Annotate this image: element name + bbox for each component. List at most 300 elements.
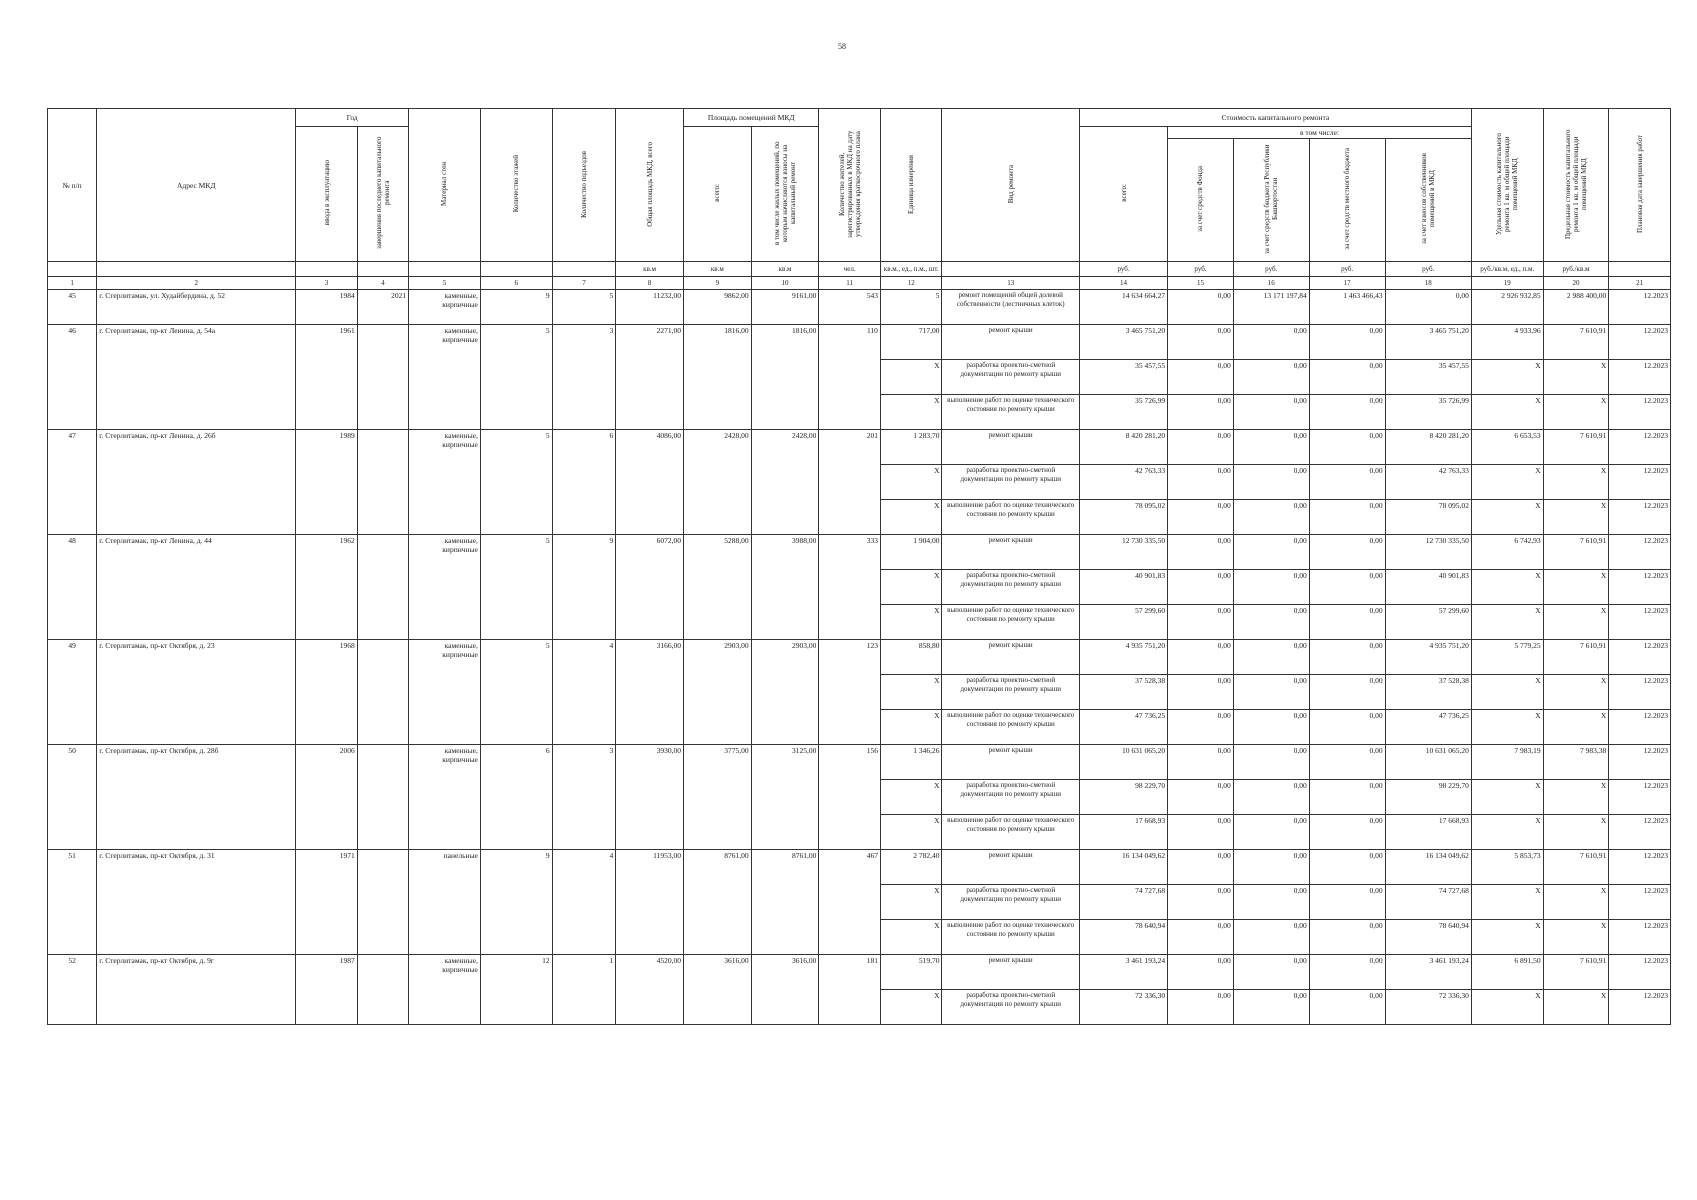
header-unit: Единица измерения [880, 109, 942, 262]
row-year-built: 1989 [296, 430, 358, 535]
column-number: 5 [409, 277, 481, 290]
row-total-area: 2271,00 [616, 325, 684, 430]
row-year-repair [357, 955, 408, 1025]
cost-owners: 40 901,83 [1385, 570, 1471, 605]
work-type: ремонт крыши [942, 535, 1079, 570]
deadline-date: 12.2023 [1609, 850, 1671, 885]
cost-total: 16 134 049,62 [1079, 850, 1167, 885]
row-number: 51 [48, 850, 97, 955]
cost-republic: 0,00 [1233, 535, 1309, 570]
row-area-repair: 2903,00 [751, 640, 819, 745]
unit-cell: чел. [819, 262, 881, 277]
unit-cost: X [1471, 815, 1543, 850]
row-address: г. Стерлитамак, ул. Худайбердина, д. 52 [97, 290, 296, 325]
unit-cell: кв.м [616, 262, 684, 277]
row-year-repair [357, 850, 408, 955]
cost-owners: 3 461 193,24 [1385, 955, 1471, 990]
row-year-built: 1962 [296, 535, 358, 640]
cost-republic: 0,00 [1233, 885, 1309, 920]
cost-total: 4 935 751,20 [1079, 640, 1167, 675]
cost-owners: 74 727,68 [1385, 885, 1471, 920]
deadline-date: 12.2023 [1609, 535, 1671, 570]
row-area-repair: 1816,00 [751, 325, 819, 430]
cost-local: 0,00 [1309, 710, 1385, 745]
column-number: 20 [1543, 277, 1609, 290]
cost-republic: 0,00 [1233, 325, 1309, 360]
unit-cost: X [1471, 990, 1543, 1025]
row-number: 47 [48, 430, 97, 535]
cost-local: 0,00 [1309, 850, 1385, 885]
unit-cost: X [1471, 920, 1543, 955]
row-number: 50 [48, 745, 97, 850]
work-quantity: 1 346,26 [880, 745, 942, 780]
cost-owners: 4 935 751,20 [1385, 640, 1471, 675]
work-quantity: X [880, 570, 942, 605]
row-residents: 123 [819, 640, 881, 745]
row-area-all: 3616,00 [683, 955, 751, 1025]
cost-republic: 0,00 [1233, 815, 1309, 850]
cost-republic: 0,00 [1233, 710, 1309, 745]
unit-cost: X [1471, 780, 1543, 815]
row-residents: 201 [819, 430, 881, 535]
cost-owners: 72 336,30 [1385, 990, 1471, 1025]
row-residents: 467 [819, 850, 881, 955]
column-number: 21 [1609, 277, 1671, 290]
max-cost: X [1543, 570, 1609, 605]
cost-owners: 12 730 335,50 [1385, 535, 1471, 570]
column-number: 10 [751, 277, 819, 290]
cost-total: 37 528,38 [1079, 675, 1167, 710]
table-row-house [48, 955, 1671, 990]
cost-owners: 78 095,02 [1385, 500, 1471, 535]
deadline-date: 12.2023 [1609, 745, 1671, 780]
cost-local: 0,00 [1309, 605, 1385, 640]
cost-republic: 0,00 [1233, 780, 1309, 815]
row-area-all: 8761,00 [683, 850, 751, 955]
cost-total: 35 726,99 [1079, 395, 1167, 430]
work-type: разработка проектно-сметной документации по ремонту крыши [942, 465, 1079, 500]
work-type: выполнение работ по оценке технического состояния по ремонту крыши [942, 500, 1079, 535]
max-cost: X [1543, 360, 1609, 395]
work-quantity: 5 [880, 290, 942, 325]
cost-total: 47 736,25 [1079, 710, 1167, 745]
row-area-all: 2428,00 [683, 430, 751, 535]
row-year-built: 2006 [296, 745, 358, 850]
cost-local: 0,00 [1309, 780, 1385, 815]
cost-total: 98 229,70 [1079, 780, 1167, 815]
cost-local: 0,00 [1309, 570, 1385, 605]
table-row-house [48, 850, 1671, 885]
header-cost-owners: за счет взносов собственников помещений в МКД [1385, 139, 1471, 262]
column-number: 3 [296, 277, 358, 290]
cost-total: 12 730 335,50 [1079, 535, 1167, 570]
unit-cell [1609, 262, 1671, 277]
row-area-repair: 3125,00 [751, 745, 819, 850]
row-address: г. Стерлитамак, пр-кт Октября, д. 23 [97, 640, 296, 745]
cost-fund: 0,00 [1168, 920, 1234, 955]
row-area-all: 3775,00 [683, 745, 751, 850]
unit-cost: 4 933,96 [1471, 325, 1543, 360]
cost-owners: 8 420 281,20 [1385, 430, 1471, 465]
max-cost: 7 610,91 [1543, 430, 1609, 465]
row-number: 48 [48, 535, 97, 640]
work-type: ремонт помещений общей долевой собственности (лестничных клеток) [942, 290, 1079, 325]
work-quantity: 2 782,40 [880, 850, 942, 885]
row-year-built: 1984 [296, 290, 358, 325]
work-quantity: X [880, 395, 942, 430]
row-year-repair [357, 325, 408, 430]
row-entrances: 4 [552, 850, 616, 955]
cost-local: 0,00 [1309, 465, 1385, 500]
column-number: 13 [942, 277, 1079, 290]
cost-republic: 0,00 [1233, 395, 1309, 430]
row-residents: 110 [819, 325, 881, 430]
cost-republic: 13 171 197,84 [1233, 290, 1309, 325]
cost-local: 0,00 [1309, 885, 1385, 920]
cost-fund: 0,00 [1168, 430, 1234, 465]
row-year-repair [357, 430, 408, 535]
cost-republic: 0,00 [1233, 955, 1309, 990]
work-type: разработка проектно-сметной документации по ремонту крыши [942, 570, 1079, 605]
cost-local: 0,00 [1309, 815, 1385, 850]
cost-local: 0,00 [1309, 535, 1385, 570]
work-type: разработка проектно-сметной документации по ремонту крыши [942, 885, 1079, 920]
row-area-repair: 8761,00 [751, 850, 819, 955]
row-material: панельные [409, 850, 481, 955]
row-floors: 5 [480, 430, 552, 535]
row-total-area: 4086,00 [616, 430, 684, 535]
header-unit-cost: Удельная стоимость капитального ремонта 1 кв. м общей площади помещений МКД [1471, 109, 1543, 262]
table-header [48, 109, 1671, 290]
unit-cell: руб. [1309, 262, 1385, 277]
cost-owners: 42 763,33 [1385, 465, 1471, 500]
row-entrances: 4 [552, 640, 616, 745]
row-entrances: 9 [552, 535, 616, 640]
row-material: каменные, кирпичные [409, 430, 481, 535]
cost-local: 0,00 [1309, 990, 1385, 1025]
row-entrances: 1 [552, 955, 616, 1025]
deadline-date: 12.2023 [1609, 500, 1671, 535]
max-cost: X [1543, 990, 1609, 1025]
unit-cost: X [1471, 500, 1543, 535]
max-cost: X [1543, 465, 1609, 500]
cost-local: 0,00 [1309, 500, 1385, 535]
work-quantity: X [880, 780, 942, 815]
cost-total: 42 763,33 [1079, 465, 1167, 500]
unit-cost: 5 853,73 [1471, 850, 1543, 885]
cost-total: 74 727,68 [1079, 885, 1167, 920]
max-cost: 7 610,91 [1543, 325, 1609, 360]
cost-owners: 35 726,99 [1385, 395, 1471, 430]
work-type: выполнение работ по оценке технического состояния по ремонту крыши [942, 710, 1079, 745]
max-cost: X [1543, 815, 1609, 850]
cost-total: 10 631 065,20 [1079, 745, 1167, 780]
header-year-last-repair: завершения последнего капитального ремонта [357, 127, 408, 262]
cost-fund: 0,00 [1168, 885, 1234, 920]
unit-cell: кв.м [683, 262, 751, 277]
row-total-area: 3166,00 [616, 640, 684, 745]
cost-republic: 0,00 [1233, 360, 1309, 395]
cost-fund: 0,00 [1168, 325, 1234, 360]
deadline-date: 12.2023 [1609, 990, 1671, 1025]
header-cost-local: за счет средств местного бюджета [1309, 139, 1385, 262]
deadline-date: 12.2023 [1609, 465, 1671, 500]
header-group-year: Год [296, 109, 409, 127]
row-address: г. Стерлитамак, пр-кт Ленина, д. 26б [97, 430, 296, 535]
cost-local: 0,00 [1309, 675, 1385, 710]
cost-fund: 0,00 [1168, 675, 1234, 710]
header-work-type: Вид ремонта [942, 109, 1079, 262]
deadline-date: 12.2023 [1609, 710, 1671, 745]
cost-total: 72 336,30 [1079, 990, 1167, 1025]
row-entrances: 3 [552, 325, 616, 430]
header-group-premises: Площадь помещений МКД [683, 109, 818, 127]
header-year-commission: ввода в эксплуатацию [296, 127, 358, 262]
work-type: выполнение работ по оценке технического состояния по ремонту крыши [942, 815, 1079, 850]
cost-total: 57 299,60 [1079, 605, 1167, 640]
cost-republic: 0,00 [1233, 990, 1309, 1025]
max-cost: X [1543, 675, 1609, 710]
row-floors: 9 [480, 850, 552, 955]
unit-cell: руб./кв.м [1543, 262, 1609, 277]
row-floors: 5 [480, 325, 552, 430]
header-deadline: Плановая дата завершения работ [1609, 109, 1671, 262]
work-quantity: X [880, 920, 942, 955]
row-year-built: 1987 [296, 955, 358, 1025]
cost-owners: 37 528,38 [1385, 675, 1471, 710]
cost-total: 78 640,94 [1079, 920, 1167, 955]
unit-cost: 6 891,50 [1471, 955, 1543, 990]
deadline-date: 12.2023 [1609, 430, 1671, 465]
work-type: разработка проектно-сметной документации по ремонту крыши [942, 990, 1079, 1025]
header-group-cost: Стоимость капитального ремонта [1079, 109, 1471, 127]
deadline-date: 12.2023 [1609, 640, 1671, 675]
header-including: в том числе: [1168, 127, 1472, 139]
row-material: каменные, кирпичные [409, 535, 481, 640]
unit-cost: 6 653,53 [1471, 430, 1543, 465]
cost-republic: 0,00 [1233, 920, 1309, 955]
cost-local: 0,00 [1309, 325, 1385, 360]
table-row-house [48, 430, 1671, 465]
work-type: разработка проектно-сметной документации по ремонту крыши [942, 675, 1079, 710]
row-year-built: 1971 [296, 850, 358, 955]
work-type: выполнение работ по оценке технического состояния по ремонту крыши [942, 605, 1079, 640]
cost-fund: 0,00 [1168, 570, 1234, 605]
max-cost: X [1543, 710, 1609, 745]
row-address: г. Стерлитамак, пр-кт Ленина, д. 54а [97, 325, 296, 430]
unit-cost: X [1471, 885, 1543, 920]
row-area-all: 1816,00 [683, 325, 751, 430]
unit-cost: 5 779,25 [1471, 640, 1543, 675]
cost-fund: 0,00 [1168, 710, 1234, 745]
cost-fund: 0,00 [1168, 955, 1234, 990]
header-cost-republic: за счет средств бюджета Республики Башкортостан [1233, 139, 1309, 262]
work-quantity: X [880, 605, 942, 640]
row-floors: 12 [480, 955, 552, 1025]
work-quantity: X [880, 885, 942, 920]
header-wall-material: Материал стен [409, 109, 481, 262]
table-body [48, 290, 1671, 1025]
row-material: каменные, кирпичные [409, 955, 481, 1025]
header-entrances: Количество подъездов [552, 109, 616, 262]
cost-total: 40 901,83 [1079, 570, 1167, 605]
work-quantity: X [880, 500, 942, 535]
cost-owners: 3 465 751,20 [1385, 325, 1471, 360]
work-quantity: X [880, 465, 942, 500]
cost-republic: 0,00 [1233, 500, 1309, 535]
column-number: 18 [1385, 277, 1471, 290]
column-number: 8 [616, 277, 684, 290]
deadline-date: 12.2023 [1609, 395, 1671, 430]
cost-owners: 10 631 065,20 [1385, 745, 1471, 780]
work-quantity: 1 904,00 [880, 535, 942, 570]
deadline-date: 12.2023 [1609, 325, 1671, 360]
row-area-all: 5288,00 [683, 535, 751, 640]
header-area-repair: в том числе жилых помещений, по которым начисляются взносы на капитальный ремонт [751, 127, 819, 262]
deadline-date: 12.2023 [1609, 780, 1671, 815]
row-total-area: 11953,00 [616, 850, 684, 955]
unit-cell: руб. [1233, 262, 1309, 277]
row-area-repair: 2428,00 [751, 430, 819, 535]
cost-owners: 0,00 [1385, 290, 1471, 325]
row-residents: 543 [819, 290, 881, 325]
unit-cell: руб. [1079, 262, 1167, 277]
work-quantity: 1 283,70 [880, 430, 942, 465]
max-cost: X [1543, 885, 1609, 920]
row-residents: 181 [819, 955, 881, 1025]
work-type: ремонт крыши [942, 325, 1079, 360]
row-number: 46 [48, 325, 97, 430]
cost-owners: 35 457,55 [1385, 360, 1471, 395]
cost-fund: 0,00 [1168, 990, 1234, 1025]
row-material: каменные, кирпичные [409, 290, 481, 325]
unit-cost: X [1471, 675, 1543, 710]
row-number: 52 [48, 955, 97, 1025]
cost-fund: 0,00 [1168, 815, 1234, 850]
row-number: 49 [48, 640, 97, 745]
row-floors: 5 [480, 640, 552, 745]
cost-total: 17 668,93 [1079, 815, 1167, 850]
repair-plan-table [47, 108, 1671, 1025]
unit-cost: 6 742,93 [1471, 535, 1543, 570]
cost-total: 35 457,55 [1079, 360, 1167, 395]
cost-republic: 0,00 [1233, 570, 1309, 605]
cost-republic: 0,00 [1233, 430, 1309, 465]
header-cost-fund: за счет средств Фонда [1168, 139, 1234, 262]
max-cost: X [1543, 605, 1609, 640]
max-cost: X [1543, 920, 1609, 955]
cost-fund: 0,00 [1168, 780, 1234, 815]
row-residents: 156 [819, 745, 881, 850]
cost-owners: 78 640,94 [1385, 920, 1471, 955]
max-cost: 7 983,38 [1543, 745, 1609, 780]
page-number: 58 [838, 42, 846, 51]
work-type: выполнение работ по оценке технического состояния по ремонту крыши [942, 920, 1079, 955]
unit-cost: 7 983,19 [1471, 745, 1543, 780]
column-number: 12 [880, 277, 942, 290]
deadline-date: 12.2023 [1609, 675, 1671, 710]
cost-total: 3 461 193,24 [1079, 955, 1167, 990]
cost-owners: 57 299,60 [1385, 605, 1471, 640]
column-number: 17 [1309, 277, 1385, 290]
unit-cost: 2 926 932,85 [1471, 290, 1543, 325]
row-year-repair: 2021 [357, 290, 408, 325]
work-type: ремонт крыши [942, 745, 1079, 780]
row-total-area: 6072,00 [616, 535, 684, 640]
column-number: 6 [480, 277, 552, 290]
unit-cell: руб. [1168, 262, 1234, 277]
cost-republic: 0,00 [1233, 675, 1309, 710]
unit-cost: X [1471, 395, 1543, 430]
row-material: каменные, кирпичные [409, 745, 481, 850]
deadline-date: 12.2023 [1609, 885, 1671, 920]
column-number: 11 [819, 277, 881, 290]
cost-local: 1 463 466,43 [1309, 290, 1385, 325]
row-address: г. Стерлитамак, пр-кт Октября, д. 31 [97, 850, 296, 955]
units-row [48, 262, 1671, 277]
row-entrances: 5 [552, 290, 616, 325]
cost-fund: 0,00 [1168, 745, 1234, 780]
header-max-cost: Предельная стоимость капитального ремонта 1 кв. м общей площади помещений МКД [1543, 109, 1609, 262]
row-residents: 333 [819, 535, 881, 640]
work-quantity: X [880, 710, 942, 745]
unit-cell: руб. [1385, 262, 1471, 277]
cost-owners: 47 736,25 [1385, 710, 1471, 745]
cost-owners: 17 668,93 [1385, 815, 1471, 850]
row-area-repair: 3616,00 [751, 955, 819, 1025]
cost-fund: 0,00 [1168, 465, 1234, 500]
cost-total: 78 095,02 [1079, 500, 1167, 535]
row-year-repair [357, 535, 408, 640]
row-total-area: 4520,00 [616, 955, 684, 1025]
header-total-area: Общая площадь МКД, всего [616, 109, 684, 262]
row-year-built: 1968 [296, 640, 358, 745]
header-cost-total: всего: [1079, 127, 1167, 262]
row-address: г. Стерлитамак, пр-кт Октября, д. 28б [97, 745, 296, 850]
max-cost: 7 610,91 [1543, 535, 1609, 570]
column-numbers-row [48, 277, 1671, 290]
header-floors: Количество этажей [480, 109, 552, 262]
deadline-date: 12.2023 [1609, 360, 1671, 395]
table-row-house [48, 745, 1671, 780]
row-area-repair: 9161,00 [751, 290, 819, 325]
row-area-repair: 3988,00 [751, 535, 819, 640]
cost-local: 0,00 [1309, 395, 1385, 430]
cost-local: 0,00 [1309, 745, 1385, 780]
work-type: ремонт крыши [942, 850, 1079, 885]
column-number: 9 [683, 277, 751, 290]
column-number: 4 [357, 277, 408, 290]
column-number: 19 [1471, 277, 1543, 290]
column-number: 1 [48, 277, 97, 290]
cost-local: 0,00 [1309, 920, 1385, 955]
cost-republic: 0,00 [1233, 640, 1309, 675]
work-quantity: X [880, 675, 942, 710]
unit-cost: X [1471, 710, 1543, 745]
column-number: 14 [1079, 277, 1167, 290]
row-floors: 9 [480, 290, 552, 325]
work-quantity: X [880, 815, 942, 850]
work-type: выполнение работ по оценке технического состояния по ремонту крыши [942, 395, 1079, 430]
cost-fund: 0,00 [1168, 605, 1234, 640]
row-area-all: 2903,00 [683, 640, 751, 745]
unit-cell: кв.м., ед., п.м., шт. [880, 262, 942, 277]
deadline-date: 12.2023 [1609, 290, 1671, 325]
header-num: № п/п [48, 109, 97, 262]
work-quantity: 717,00 [880, 325, 942, 360]
row-material: каменные, кирпичные [409, 325, 481, 430]
row-floors: 6 [480, 745, 552, 850]
